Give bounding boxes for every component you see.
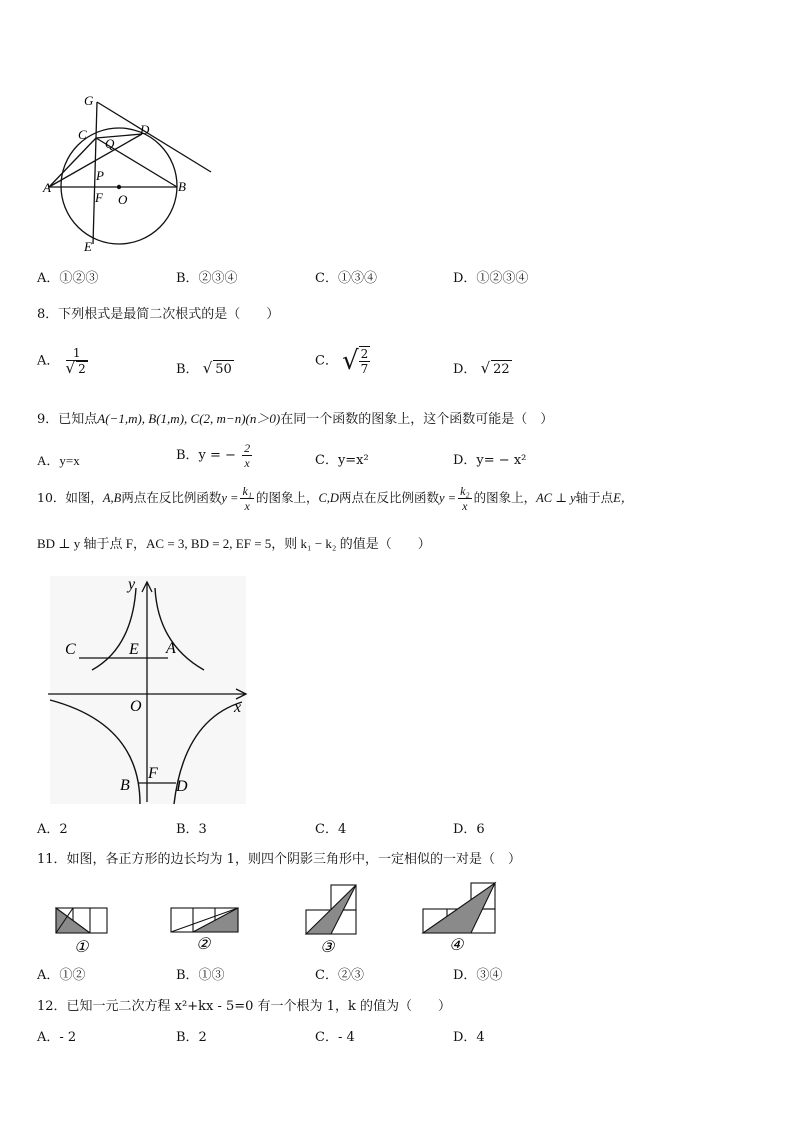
q10-text-c: 两点在反比例函数 xyxy=(121,490,222,505)
q9-option-c[interactable]: C．y=x² xyxy=(315,453,369,468)
q12-option-a[interactable]: A．- 2 xyxy=(37,1030,77,1045)
q11-stem: 11．如图，各正方形的边长均为 1，则四个阴影三角形中，一定相似的一对是（ ） xyxy=(37,852,521,867)
q10-stem-line1 xyxy=(37,484,633,513)
q10-label-f: F xyxy=(148,765,158,782)
q11-figure-4 xyxy=(421,880,499,954)
q11-option-c[interactable]: C．②③ xyxy=(315,968,364,983)
q7-label-a: A xyxy=(43,180,51,195)
q12-option-c[interactable]: C．- 4 xyxy=(315,1030,355,1045)
q8-option-a-prefix: A． xyxy=(37,353,60,369)
q10-text-a: 10．如图， xyxy=(37,490,103,505)
q10-k2: k₂ xyxy=(460,484,470,498)
q8-option-c-denominator: 7 xyxy=(360,362,369,376)
q10-label-b: B xyxy=(120,777,130,794)
q10-text-ab: A,B xyxy=(102,491,122,505)
q10-option-d[interactable]: D．6 xyxy=(453,822,485,837)
q8-option-d-prefix: D． xyxy=(453,362,477,377)
q7-label-g: G xyxy=(84,93,94,108)
q8-option-d-radicand: 22 xyxy=(493,362,510,377)
q10-text-e: 的图象上， xyxy=(255,490,319,505)
q11-figure-3 xyxy=(303,882,361,954)
q10-x1: x xyxy=(244,499,250,513)
q10-hyperbola-figure xyxy=(46,572,250,806)
q10-label-c: C xyxy=(65,641,76,658)
q9-stem-suffix: 在同一个函数的图象上，这个函数可能是（ ） xyxy=(280,412,554,427)
q7-label-b: B xyxy=(178,179,186,194)
q7-circle-figure xyxy=(44,90,220,258)
q11-label-2: ② xyxy=(196,936,211,953)
q10-label-o: O xyxy=(130,698,142,715)
q10-option-a[interactable]: A．2 xyxy=(37,822,68,837)
q9-stem-prefix: 9．已知点 xyxy=(37,412,98,427)
q7-label-e: E xyxy=(84,239,92,254)
q10-k1: k₁ xyxy=(242,484,252,498)
q10-text-g: 两点在反比例函数 xyxy=(338,490,439,505)
q7-label-c: C xyxy=(78,127,87,142)
q11-option-b[interactable]: B．①③ xyxy=(176,968,225,983)
q7-label-p: P xyxy=(96,168,104,183)
q7-option-a[interactable]: A．①②③ xyxy=(37,271,99,286)
q11-option-d[interactable]: D．③④ xyxy=(453,968,503,983)
q12-option-b[interactable]: B．2 xyxy=(176,1030,207,1045)
q8-option-c-prefix: C． xyxy=(315,353,338,369)
q8-option-c[interactable]: C． √ $\frac{2}{7}$ xyxy=(315,346,369,376)
q8-option-a[interactable] xyxy=(37,346,90,376)
q9-points: A(−1,m), B(1,m), C(2, m−n)(n＞0) xyxy=(97,411,281,426)
q7-option-b[interactable]: B．②③④ xyxy=(176,271,238,286)
q9-option-a[interactable]: A．y=x xyxy=(37,453,80,468)
q10-text-y2: y = xyxy=(438,491,457,505)
q8-option-b-prefix: B． xyxy=(176,362,199,377)
q9-option-b[interactable] xyxy=(176,441,254,470)
q11-option-a[interactable]: A．①② xyxy=(37,968,86,983)
q10-stem-line2: BD ⊥ y 轴于点 F，AC = 3, BD = 2, EF = 5，则 k₁ − k₂ 的值是（ ） xyxy=(37,536,431,551)
q8-option-c-numerator: 2 xyxy=(360,347,369,361)
q10-text-ac-perp: AC ⊥ y xyxy=(536,491,576,505)
q10-label-y: y xyxy=(128,576,136,593)
q8-option-a-fraction: $\frac{1}{√ 2}$ xyxy=(65,346,86,377)
q8-option-b-radicand: 50 xyxy=(215,362,232,377)
q10-option-c[interactable]: C．4 xyxy=(315,822,347,837)
q9-option-d[interactable]: D．y= − x² xyxy=(453,453,527,468)
q8-option-a-numerator: 1 xyxy=(66,346,88,361)
q7-label-d: D xyxy=(140,122,150,137)
q11-label-4: ④ xyxy=(449,937,464,954)
q7-label-q: Q xyxy=(105,136,115,151)
q12-stem: 12．已知一元二次方程 x²+kx - 5=0 有一个根为 1，k 的值为（ ） xyxy=(37,999,451,1014)
q8-stem: 8．下列根式是最简二次根式的是（ ） xyxy=(37,307,280,322)
q10-text-j: 轴于点 xyxy=(575,490,614,505)
q9-option-b-prefix: B．y = − xyxy=(176,448,236,463)
q8-option-c-fraction xyxy=(359,346,371,376)
q9-option-b-denominator: x xyxy=(244,456,250,470)
q7-label-o: O xyxy=(118,192,128,207)
q10-text-cd: C,D xyxy=(318,491,339,505)
q10-text-h: 的图象上， xyxy=(473,490,537,505)
q10-label-e: E xyxy=(129,641,139,658)
q8-option-b[interactable]: B． √ 50 xyxy=(176,359,232,377)
q9-option-b-numerator: 2 xyxy=(244,441,251,455)
q7-option-c[interactable]: C．①③④ xyxy=(315,271,377,286)
q7-option-d[interactable]: D．①②③④ xyxy=(453,271,529,286)
q8-option-d[interactable]: D． √ 22 xyxy=(453,359,510,377)
q11-label-3: ③ xyxy=(320,939,335,956)
q7-label-f: F xyxy=(95,190,103,205)
q10-text-k: E， xyxy=(613,491,634,505)
q10-label-d: D xyxy=(176,778,188,795)
q11-figure-1 xyxy=(55,906,111,954)
q8-option-a-radicand: 2 xyxy=(78,362,86,376)
q10-x2: x xyxy=(462,499,468,513)
q11-label-1: ① xyxy=(74,939,89,956)
q10-label-x: x xyxy=(234,699,242,716)
q10-text-y1: y = xyxy=(221,491,239,505)
q10-option-b[interactable]: B．3 xyxy=(176,822,207,837)
q10-label-a: A xyxy=(166,640,176,657)
q9-option-b-fraction xyxy=(242,441,252,470)
q11-figure-2 xyxy=(170,906,242,952)
q10-fraction-k1 xyxy=(240,484,254,513)
q12-option-d[interactable]: D．4 xyxy=(453,1030,485,1045)
q10-fraction-k2 xyxy=(458,484,472,513)
q9-stem xyxy=(37,410,553,429)
